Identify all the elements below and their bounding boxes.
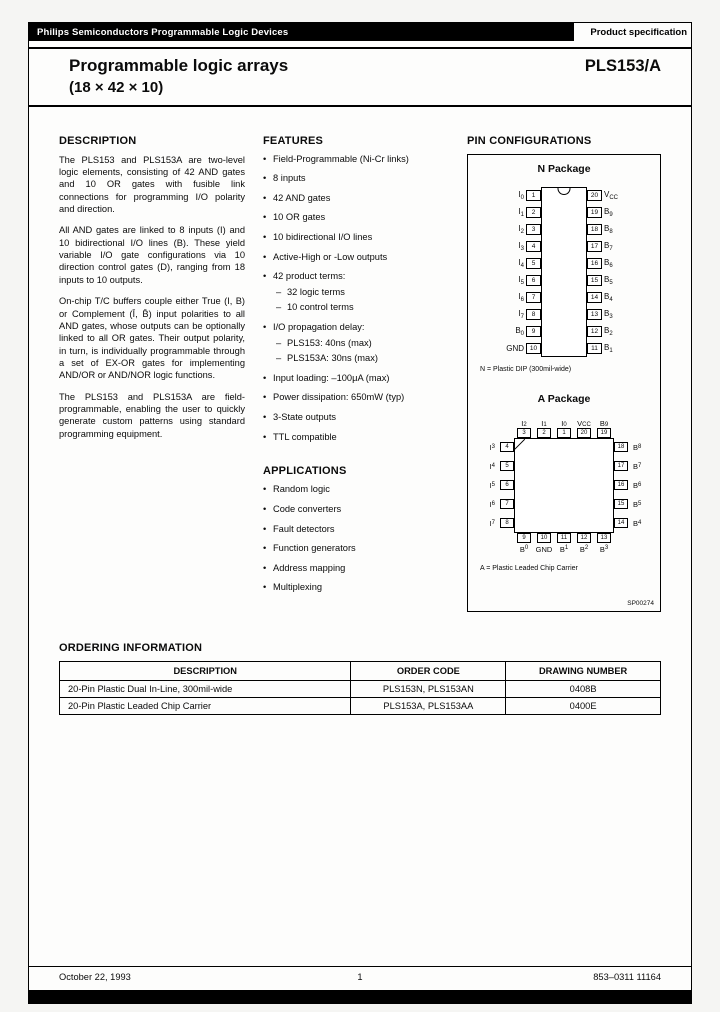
plcc-pin-cell — [594, 533, 614, 543]
plcc-top-labels — [514, 415, 614, 428]
plcc-pin-cell — [574, 428, 594, 438]
ordering-heading: ORDERING INFORMATION — [59, 641, 203, 654]
applications-list — [263, 484, 449, 594]
table-row — [60, 680, 661, 697]
plcc-pin-cell — [514, 533, 534, 543]
feature-subitem: – 32 logic terms — [276, 287, 449, 299]
pin-configurations-column — [467, 135, 661, 612]
description-heading: DESCRIPTION — [59, 134, 137, 147]
dip-body-segment — [541, 187, 587, 204]
plcc-pin-cell — [614, 476, 630, 495]
application-item: • Random logic — [263, 484, 449, 496]
header-right-text: Product specification — [590, 26, 687, 38]
description-paragraph: On-chip T/C buffers couple either True (I, B) or Complement (Ī, B̄) input polarities to all AND gates, whose outputs can be optionally linked to all OR gates. Their output polarity, in turn, is individually programmable through a set of EX-OR gates for implementing AND/OR or AND/NOR logic functions. — [59, 296, 245, 381]
pin-configurations-box — [467, 154, 661, 612]
header-bar — [29, 23, 691, 41]
footer-rule — [29, 966, 691, 967]
pin-number: 10 — [537, 533, 551, 543]
plcc-middle — [476, 438, 652, 533]
footer-row — [59, 972, 661, 984]
feature-text: 10 bidirectional I/O lines — [273, 231, 373, 242]
ordering-cell: PLS153A, PLS153AA — [351, 697, 506, 714]
plcc-pin-cell — [614, 495, 630, 514]
pin-label: B 9 — [599, 418, 609, 428]
pin-number: 3 — [526, 224, 541, 235]
dip-body-segment — [541, 323, 587, 340]
feature-text: Field-Programmable (Ni-Cr links) — [273, 153, 409, 164]
features-heading: FEATURES — [263, 134, 324, 147]
plcc-bottom-pins — [514, 533, 614, 543]
a-package-note: A = Plastic Leaded Chip Carrier — [480, 564, 578, 572]
plcc-top-pins — [514, 428, 614, 438]
application-item: • Multiplexing — [263, 582, 449, 594]
plcc-pin-cell — [498, 476, 514, 495]
plcc-bottom-labels — [514, 543, 614, 556]
pin-label: B 2 — [579, 544, 589, 554]
table-row — [60, 697, 661, 714]
pin-label: $I_3$ — [518, 240, 524, 252]
ordering-cell: 20-Pin Plastic Leaded Chip Carrier — [60, 697, 351, 714]
feature-text: 42 AND gates — [273, 192, 331, 203]
part-number: PLS153/A — [584, 57, 661, 75]
feature-text: 42 product terms: — [273, 271, 346, 282]
page-title: Programmable logic arrays — [69, 56, 289, 75]
footer-page-number: 1 — [357, 972, 363, 982]
pin-number: 15 — [587, 275, 602, 286]
plcc-pin-cell — [574, 533, 594, 543]
pin-number: 17 — [587, 241, 602, 252]
pin-label: $B_8$ — [604, 223, 613, 235]
footer-date: October 22, 1993 — [59, 972, 131, 982]
feature-text: TTL compatible — [273, 431, 337, 442]
pin-number: 17 — [614, 461, 628, 471]
feature-item — [263, 193, 449, 205]
pin-number: 9 — [526, 326, 541, 337]
feature-text: Power dissipation: 650mW (typ) — [273, 392, 405, 403]
dip-pin-row — [492, 306, 636, 323]
header-left-text: Philips Semiconductors Programmable Logic Devices — [29, 23, 574, 41]
dip-body-segment — [541, 306, 587, 323]
dip-body-segment — [541, 289, 587, 306]
pin-label: B 3 — [599, 544, 609, 554]
pin-number: 2 — [537, 428, 551, 438]
pin-number: 6 — [526, 275, 541, 286]
n-package-note: N = Plastic DIP (300mil-wide) — [480, 365, 572, 373]
plcc-pin-cell — [498, 457, 514, 476]
pin-label: $B_2$ — [604, 325, 613, 337]
plcc-pin-cell — [614, 457, 630, 476]
pin-label: $B_9$ — [604, 206, 613, 218]
ordering-cell: 0400E — [506, 697, 661, 714]
plcc-pin-cell — [614, 438, 630, 457]
pin-label: I 5 — [489, 480, 495, 490]
feature-item — [263, 412, 449, 424]
pin-label: I 1 — [541, 418, 547, 428]
pin-number: 11 — [587, 343, 602, 354]
plcc-left-pins — [498, 438, 514, 533]
ordering-col-header: DRAWING NUMBER — [506, 661, 661, 680]
page-subtitle: (18 × 42 × 10) — [69, 78, 164, 96]
plcc-pin-cell — [554, 428, 574, 438]
a-package-title: A Package — [537, 392, 591, 405]
content-columns — [59, 135, 661, 612]
feature-item — [263, 212, 449, 224]
dip-body-segment — [541, 204, 587, 221]
pin-label: $B_7$ — [604, 240, 613, 252]
pin-number: 18 — [614, 442, 628, 452]
pin-configurations-heading: PIN CONFIGURATIONS — [467, 134, 592, 147]
pin-label: $I_0$ — [518, 189, 524, 201]
application-item: • Fault detectors — [263, 524, 449, 536]
pin-label: I 4 — [489, 461, 495, 471]
dip-pin-row — [492, 272, 636, 289]
pin-number: 15 — [614, 499, 628, 509]
pin-number: 19 — [597, 428, 611, 438]
feature-text: I/O propagation delay: — [273, 322, 365, 333]
ordering-cell: 20-Pin Plastic Dual In-Line, 300mil-wide — [60, 680, 351, 697]
pin-label: GND — [535, 544, 553, 554]
pin-number: 14 — [614, 518, 628, 528]
dip-pin-row — [492, 323, 636, 340]
pin-label: $I_6$ — [518, 291, 524, 303]
plcc-pin-cell — [594, 428, 614, 438]
pin-number: 19 — [587, 207, 602, 218]
ordering-cell: PLS153N, PLS153AN — [351, 680, 506, 697]
feature-item — [263, 173, 449, 185]
application-item: • Address mapping — [263, 563, 449, 575]
applications-heading: APPLICATIONS — [263, 465, 347, 478]
dip-pin-row — [492, 340, 636, 357]
pin-number: 11 — [557, 533, 571, 543]
pin-label: $B_1$ — [604, 342, 613, 354]
feature-item — [263, 232, 449, 244]
plcc-pin-cell — [614, 514, 630, 533]
dip-pin-row — [492, 187, 636, 204]
pin-label: B 6 — [633, 480, 642, 490]
pin-label: I 2 — [521, 418, 527, 428]
pin-label: $I_5$ — [518, 274, 524, 286]
feature-text: 8 inputs — [273, 173, 306, 184]
pin-label: I 0 — [561, 418, 567, 428]
ordering-table-head — [60, 661, 661, 680]
ordering-col-header: DESCRIPTION — [60, 661, 351, 680]
plcc-pin-cell — [498, 438, 514, 457]
pin-label: I 7 — [489, 518, 495, 528]
pin-number: 3 — [517, 428, 531, 438]
dip-diagram — [492, 187, 636, 357]
plcc-pin-cell — [554, 533, 574, 543]
pin-number: 6 — [500, 480, 514, 490]
dip-body-segment — [541, 272, 587, 289]
dip-body-segment — [541, 221, 587, 238]
pin-label: $I_2$ — [518, 223, 524, 235]
dip-pin-row — [492, 221, 636, 238]
plcc-body — [514, 438, 614, 533]
pin-number: 5 — [526, 258, 541, 269]
pin-label: B 0 — [519, 544, 529, 554]
plcc-pin-cell — [534, 428, 554, 438]
plcc-corner-notch — [514, 438, 525, 449]
dip-pin-row — [492, 289, 636, 306]
pin-label: B 8 — [633, 442, 642, 452]
pin-label: B 5 — [633, 499, 642, 509]
description-column — [59, 135, 245, 612]
datasheet-page — [28, 22, 692, 1004]
pin-number: 7 — [500, 499, 514, 509]
feature-subitem: – 10 control terms — [276, 302, 449, 314]
pin-label: $I_4$ — [518, 257, 524, 269]
application-item: • Function generators — [263, 543, 449, 555]
feature-text: 3-State outputs — [273, 412, 337, 423]
footer-doc-number: 853–0311 11164 — [593, 972, 661, 982]
application-item: • Code converters — [263, 504, 449, 516]
pin-label: $B_5$ — [604, 274, 613, 286]
pin-number: 14 — [587, 292, 602, 303]
pin-label: $B_4$ — [604, 291, 613, 303]
pin-label: $B_0$ — [515, 325, 524, 337]
title-group — [69, 56, 288, 96]
footer-bottom-bar — [29, 990, 691, 1003]
feature-item — [263, 252, 449, 264]
pin-label: $I_7$ — [518, 308, 524, 320]
pin-number: 9 — [517, 533, 531, 543]
plcc-pin-cell — [534, 533, 554, 543]
pin-number: 5 — [500, 461, 514, 471]
pin-number: 12 — [577, 533, 591, 543]
feature-text: 10 OR gates — [273, 212, 326, 223]
pin-label: B 4 — [633, 518, 642, 528]
ordering-cell: 0408B — [506, 680, 661, 697]
dip-pin-row — [492, 238, 636, 255]
pin-number: 1 — [557, 428, 571, 438]
pin-number: 13 — [587, 309, 602, 320]
plcc-right-labels — [630, 438, 652, 533]
pin-label: GND — [506, 343, 524, 353]
dip-notch — [558, 188, 571, 195]
pin-label: V CC — [577, 418, 591, 428]
feature-subitem: – PLS153A: 30ns (max) — [276, 353, 449, 365]
dip-pin-row — [492, 255, 636, 272]
pin-number: 16 — [614, 480, 628, 490]
pin-label: $V_{CC}$ — [604, 189, 619, 201]
pin-label: I 6 — [489, 499, 495, 509]
pin-number: 4 — [500, 442, 514, 452]
dip-body-segment — [541, 255, 587, 272]
feature-item — [263, 432, 449, 444]
pin-number: 8 — [526, 309, 541, 320]
ordering-table-body — [60, 680, 661, 714]
figure-code: SP00274 — [627, 599, 654, 607]
description-paragraph: The PLS153 and PLS153A are field-programmable, enabling the user to quickly generate custom patterns using standard programming equipment. — [59, 391, 245, 439]
ordering-section — [59, 642, 661, 715]
n-package-title: N Package — [537, 162, 591, 175]
pin-label: I 3 — [489, 442, 495, 452]
dip-body-segment — [541, 238, 587, 255]
pin-label: B 7 — [633, 461, 642, 471]
dip-pin-row — [492, 204, 636, 221]
description-paragraph: All AND gates are linked to 8 inputs (I) and 10 bidirectional I/O lines (B). These yield variable I/O gate configurations via 10 direction control gates (D), ranging from 18 inputs to 10 outputs. — [59, 225, 245, 285]
feature-text: Input loading: –100μA (max) — [273, 372, 390, 383]
pin-label: $I_1$ — [518, 206, 524, 218]
description-paragraphs — [59, 154, 245, 441]
pin-number: 13 — [597, 533, 611, 543]
ordering-col-header: ORDER CODE — [351, 661, 506, 680]
pin-number: 2 — [526, 207, 541, 218]
plcc-left-labels — [476, 438, 498, 533]
pin-number: 20 — [577, 428, 591, 438]
title-block — [29, 47, 691, 107]
pin-number: 8 — [500, 518, 514, 528]
pin-number: 1 — [526, 190, 541, 201]
feature-item — [263, 271, 449, 314]
plcc-pin-cell — [498, 495, 514, 514]
feature-subitem: – PLS153: 40ns (max) — [276, 338, 449, 350]
pin-number: 20 — [587, 190, 602, 201]
dip-body-segment — [541, 340, 587, 357]
pin-number: 18 — [587, 224, 602, 235]
ordering-table — [59, 661, 661, 715]
plcc-diagram — [476, 415, 652, 556]
pin-number: 16 — [587, 258, 602, 269]
pin-label: $B_6$ — [604, 257, 613, 269]
pin-number: 12 — [587, 326, 602, 337]
feature-text: Active-High or -Low outputs — [273, 251, 388, 262]
pin-label: $B_3$ — [604, 308, 613, 320]
pin-number: 10 — [526, 343, 541, 354]
feature-item — [263, 373, 449, 385]
features-list — [263, 154, 449, 444]
plcc-right-pins — [614, 438, 630, 533]
features-column — [263, 135, 449, 612]
feature-item — [263, 154, 449, 166]
feature-item — [263, 392, 449, 404]
pin-number: 4 — [526, 241, 541, 252]
pin-label: B 1 — [559, 544, 569, 554]
description-paragraph: The PLS153 and PLS153A are two-level logic elements, consisting of 42 AND gates and 10 OR gates with fusible link connections for programming I/O polarity and direction. — [59, 154, 245, 214]
ordering-header-row — [60, 661, 661, 680]
plcc-pin-cell — [514, 428, 534, 438]
feature-item — [263, 322, 449, 365]
pin-number: 7 — [526, 292, 541, 303]
plcc-pin-cell — [498, 514, 514, 533]
